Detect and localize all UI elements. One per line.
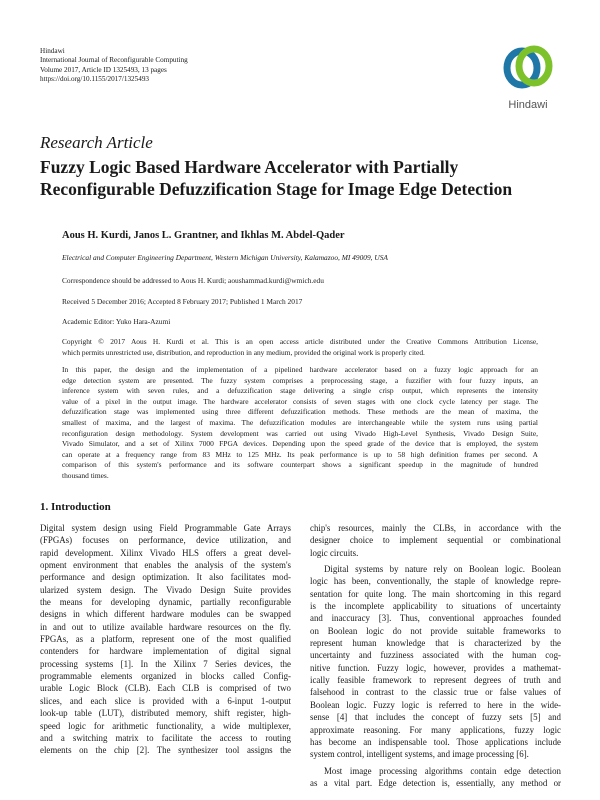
article-type: Research Article (40, 133, 153, 152)
article-title (40, 156, 512, 200)
text-line: ically feasible framework to represent degrees of truth and (310, 675, 561, 686)
text-line: the means for developing dynamic, partially reconfigurable (40, 597, 291, 608)
text-line: slices, and each slice is provided with a 6-input 1-output (40, 695, 291, 706)
text-line: FPGAs, as a platform, represent one of the most qualified (40, 634, 291, 645)
doi-link[interactable]: https://doi.org/10.1155/2017/1325493 (40, 75, 150, 84)
text-line: performance and design optimization. It also facilitates mod- (40, 572, 291, 583)
text-line: urable Logic Block (CLB). Each CLB is comprised of two (40, 683, 291, 694)
text-line: chip's resources, mainly the CLBs, in accordance with the (310, 523, 561, 533)
text-line: sense [4] that includes the concept of fuzzy sets [5] and (310, 712, 561, 723)
text-line: thousand times. (62, 470, 109, 480)
text-line: system control, intelligent systems, and image processing [6]. (310, 749, 529, 760)
title-line: Reconfigurable Defuzzification Stage for Image Edge Detection (40, 179, 513, 199)
text-line: speed logic for arithmetic functionality, a wide multiplexer, (40, 720, 291, 731)
text-line: logic has been, conventionally, the staple of knowledge repre- (310, 576, 561, 587)
text-line: represent human knowledge that is characterized by the (310, 638, 561, 649)
text-line: value of a pixel in the output image. The hardware accelerator consists of seven stages with one clock cycle latency per stage. The (62, 396, 538, 406)
copyright-line: Copyright © 2017 Aous H. Kurdi et al. This is an open access article distributed under the Creative Commons Attribution License, (62, 337, 538, 346)
text-line: falsehood in contrast to the classic true or false values of (310, 687, 561, 698)
publisher-name: Hindawi (40, 47, 65, 55)
text-line: in and out to utilize available hardware resources on the fly. (40, 621, 291, 632)
title-line: Fuzzy Logic Based Hardware Accelerator with Partially (40, 157, 459, 177)
text-line: opment environment that enables the analysis of the system's (40, 560, 291, 571)
section-heading: 1. Introduction (40, 501, 111, 513)
text-line: on Boolean logic do not provide suitable frameworks to (310, 625, 561, 636)
copyright-line: which permits unrestricted use, distribution, and reproduction in any medium, provided the original work is properly cited. (62, 347, 425, 357)
copyright (62, 337, 538, 358)
text-line: nitive function. Fuzzy logic, however, provides a mathemat- (310, 662, 561, 673)
logo-text: Hindawi (508, 99, 548, 111)
text-line: has become an indispensable tool. Those applications include (310, 736, 561, 747)
text-line: Most image processing algorithms contain edge detection (324, 765, 561, 776)
text-line: Digital systems by nature rely on Boolean logic. Boolean (324, 564, 561, 575)
text-line: edge detection system are presented. The fuzzy system comprises a preprocessing stage, a fuzzifier with four fuzzy inputs, an (62, 375, 538, 385)
text-line: contenders for hardware implementation of digital signal (40, 646, 291, 657)
left-column (40, 522, 291, 757)
journal-header (40, 47, 188, 85)
hindawi-rings-icon (500, 44, 556, 92)
text-line: Digital system design using Field Programmable Gate Arrays (40, 523, 291, 533)
authors: Aous H. Kurdi, Janos L. Grantner, and Ikhlas M. Abdel-Qader (62, 230, 345, 241)
text-line: smallest of maxima, and the largest of maxima. The defuzzification modules are interchangeable while the system runs using partial (62, 417, 538, 427)
abstract (62, 365, 538, 482)
dates: Received 5 December 2016; Accepted 8 February 2017; Published 1 March 2017 (62, 297, 303, 306)
text-line: logic circuits. (310, 547, 359, 558)
text-line: rapid development. Xilinx Vivado HLS offers a great devel- (40, 547, 291, 558)
affiliation: Electrical and Computer Engineering Department, Western Michigan University, Kalamazoo, MI 49009, USA (62, 253, 388, 262)
text-line: elements on the chip [2]. The synthesizer tool assigns the (40, 745, 291, 756)
text-line: programmable elements organized in blocks called Config- (40, 671, 291, 682)
text-line: approximate reasoning. For many applications, fuzzy logic (310, 724, 561, 735)
text-line: comparison of this system's performance and its software counterpart shows a significant speedup in the magnitude of hundred (62, 460, 538, 470)
text-line: reconfiguration design methodology. System development was carried out using Vivado High-Level Synthesis, Vivado Design Suite, (62, 428, 538, 438)
text-line: look-up table (LUT), distributed memory, shift register, high- (40, 708, 291, 719)
hindawi-logo (500, 44, 556, 111)
correspondence: Correspondence should be addressed to Aous H. Kurdi; aoushammad.kurdi@wmich.edu (62, 276, 324, 285)
text-line: processing systems [1]. In the Xilinx 7 Series devices, the (40, 658, 291, 669)
text-line: and a switching matrix to facilitate the access to routing (40, 732, 291, 743)
text-line: (FPGAs) focuses on performance, device utilization, and (40, 535, 291, 546)
text-line: and inaccuracy [3]. Thus, conventional approaches founded (310, 613, 561, 624)
text-line: designs in which different hardware modules can be swapped (40, 609, 291, 620)
text-line: ularized system design. The Vivado Design Suite provides (40, 584, 291, 595)
journal-name: International Journal of Reconfigurable Computing (40, 56, 188, 65)
text-line: Boolean logic. Fuzzy logic is referred to here in the wide- (310, 699, 561, 710)
volume-info: Volume 2017, Article ID 1325493, 13 pages (40, 65, 167, 74)
text-line: defuzzification stage was implemented using three different defuzzification methods. These methods are the mean of maxima, the (62, 407, 538, 417)
text-line: inference system with seven rules, and a defuzzification stage delivering a single crisp output, which represents the intensity (62, 386, 538, 396)
academic-editor: Academic Editor: Yuko Hara-Azumi (62, 317, 171, 326)
text-line: as a vital part. Edge detection is, essentially, any method or (310, 777, 561, 788)
text-line: In this paper, the design and the implementation of a pipelined hardware accelerator based on a fuzzy logic approach for an (62, 365, 538, 374)
text-line: can operate at a frequency range from 83 MHz to 125 MHz. Its peak performance is up to 58 high definition frames per second. A (62, 449, 538, 459)
text-line: is the incomplete applicability to situations of uncertainty (310, 601, 561, 612)
right-column (310, 522, 561, 789)
text-line: Vivado Simulator, and a set of Xilinx 7000 FPGA devices. Depending upon the speed grade of the device that is employed, the system (62, 439, 538, 449)
text-line: designer choice to implement sequential or combinational (310, 535, 561, 546)
text-line: sentation for quite long. The main shortcoming in this regard (310, 588, 561, 599)
text-line: uncertainty and fuzziness associated with the human cog- (310, 650, 561, 661)
